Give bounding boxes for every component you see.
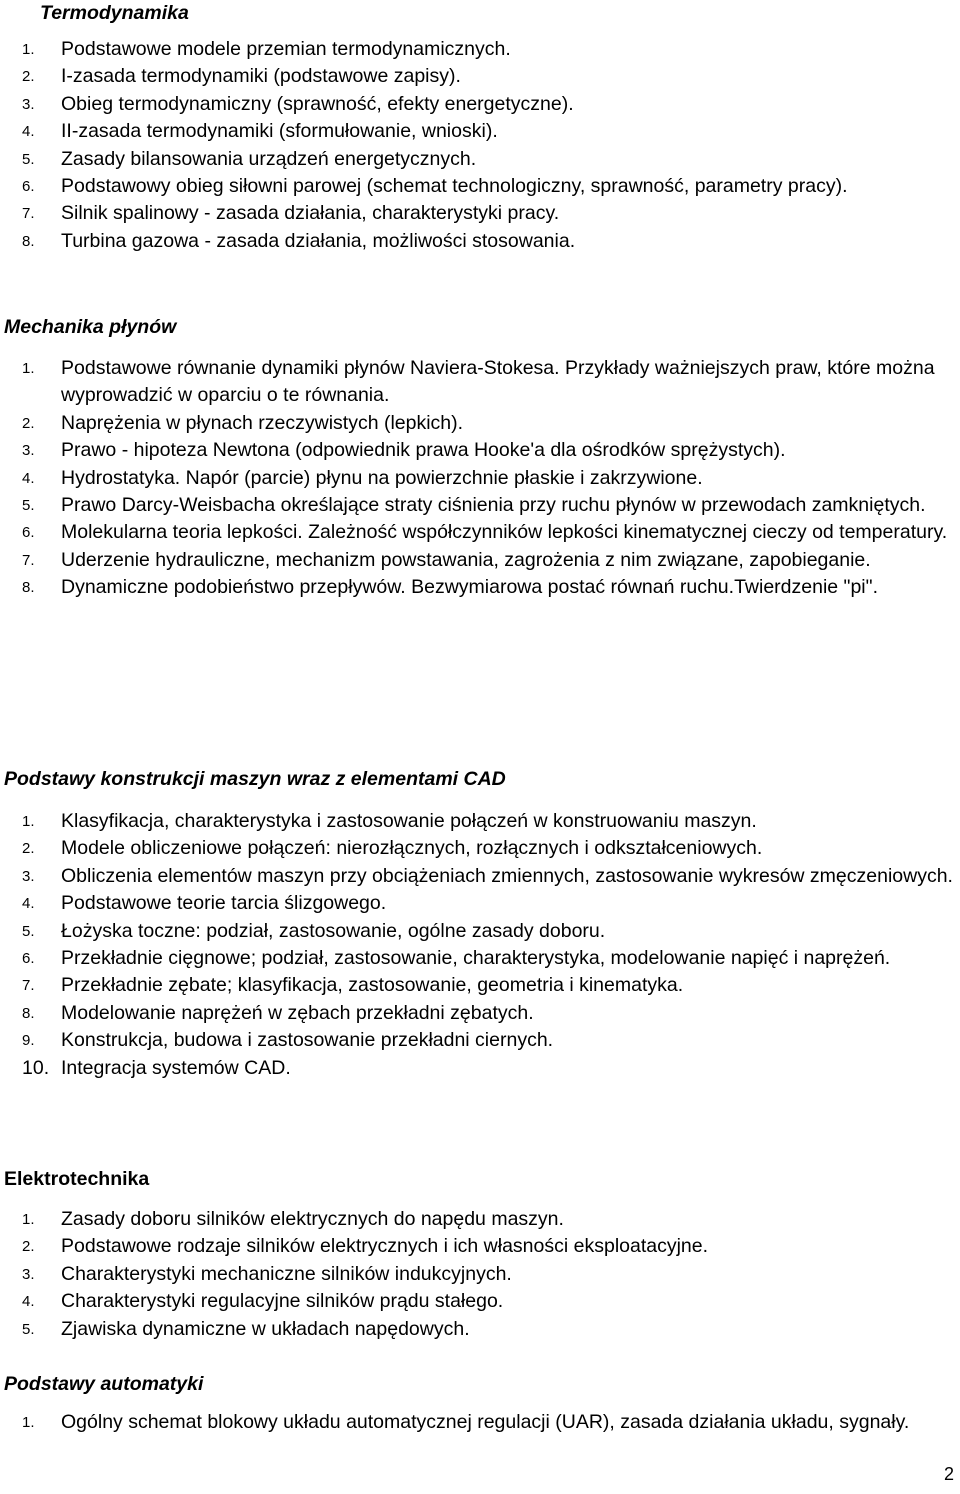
item-text: Turbina gazowa - zasada działania, możliwości stosowania. — [61, 229, 576, 252]
item-number: 4. — [22, 469, 35, 487]
list-item — [0, 1206, 960, 1233]
item-text: Obliczenia elementów maszyn przy obciążeniach zmiennych, zastosowanie wykresów zmęczeniowych. — [61, 864, 953, 887]
item-text: Modele obliczeniowe połączeń: nierozłącznych, rozłącznych i odkształceniowych. — [61, 837, 763, 860]
list-item — [0, 863, 960, 890]
item-number: 6. — [22, 178, 35, 196]
item-number: 1. — [22, 1211, 35, 1228]
page-number: 2 — [943, 1464, 954, 1484]
section-heading: Termodynamika — [40, 2, 189, 24]
list-item — [0, 63, 960, 90]
list-item — [0, 465, 960, 492]
item-number: 10. — [22, 1056, 50, 1079]
section-mechanika-plynow — [0, 314, 960, 602]
item-number: 8. — [22, 1004, 35, 1022]
item-number: 6. — [22, 524, 35, 542]
item-text: Zasady doboru silników elektrycznych do napędu maszyn. — [61, 1208, 564, 1230]
item-text: Prawo Darcy-Weisbacha określające straty ciśnienia przy ruchu płynów w przewodach zamkniętych. — [61, 494, 926, 517]
section-elektrotechnika — [0, 1166, 960, 1343]
topic-list — [0, 36, 960, 255]
item-text: Konstrukcja, budowa i zastosowanie przekładni ciernych. — [61, 1029, 554, 1052]
item-number: 3. — [22, 1265, 35, 1283]
item-number: 2. — [22, 68, 35, 86]
section-heading: Mechanika płynów — [4, 316, 177, 338]
list-item — [0, 355, 960, 410]
topic-list — [0, 355, 960, 602]
item-number: 8. — [22, 579, 35, 597]
section-heading: Podstawy konstrukcji maszyn wraz z elementami CAD — [4, 768, 506, 790]
item-text: Prawo - hipoteza Newtona (odpowiednik prawa Hooke'a dla ośrodków sprężystych). — [61, 439, 786, 462]
topic-list — [0, 1409, 960, 1436]
section-podstawy-automatyki — [0, 1371, 960, 1436]
item-number: 3. — [22, 442, 35, 460]
item-number: 2. — [22, 1238, 35, 1256]
list-item — [0, 547, 960, 574]
item-number: 8. — [22, 232, 35, 250]
item-text: Zasady bilansowania urządzeń energetycznych. — [61, 147, 477, 170]
item-text: Klasyfikacja, charakterystyka i zastosowanie połączeń w konstruowaniu maszyn. — [61, 810, 757, 832]
topic-list — [0, 1206, 960, 1343]
item-number: 4. — [22, 123, 35, 141]
list-item — [0, 945, 960, 972]
item-number: 7. — [22, 551, 35, 569]
list-item — [0, 200, 960, 227]
item-text: Podstawowe teorie tarcia ślizgowego. — [61, 892, 387, 915]
list-item — [0, 1261, 960, 1288]
item-text: Podstawowe równanie dynamiki płynów Naviera-Stokesa. Przykłady ważniejszych praw, które można wyprowadzić w oparciu o te równania. — [61, 357, 935, 407]
item-number: 5. — [22, 150, 35, 168]
list-item — [0, 91, 960, 118]
list-item — [0, 835, 960, 862]
list-item — [0, 1316, 960, 1343]
item-number: 1. — [22, 813, 35, 830]
item-text: Podstawowe modele przemian termodynamicznych. — [61, 38, 511, 60]
list-item — [0, 173, 960, 200]
list-item — [0, 146, 960, 173]
list-item — [0, 574, 960, 601]
item-text: Charakterystyki regulacyjne silników prądu stałego. — [61, 1290, 504, 1313]
item-number: 2. — [22, 414, 35, 432]
item-text: I-zasada termodynamiki (podstawowe zapisy). — [61, 65, 461, 88]
item-number: 5. — [22, 922, 35, 940]
list-item — [0, 1000, 960, 1027]
item-text: Modelowanie naprężeń w zębach przekładni zębatych. — [61, 1001, 534, 1024]
item-number: 4. — [22, 1293, 35, 1311]
item-number: 7. — [22, 205, 35, 223]
item-text: Przekładnie cięgnowe; podział, zastosowanie, charakterystyka, modelowanie napięć i naprężeń. — [61, 947, 891, 970]
section-podstawy-konstrukcji-maszyn — [0, 766, 960, 1082]
item-text: Uderzenie hydrauliczne, mechanizm powstawania, zagrożenia z nim związane, zapobieganie. — [61, 548, 871, 571]
item-number: 2. — [22, 840, 35, 858]
list-item — [0, 1288, 960, 1315]
topic-list — [0, 808, 960, 1082]
item-text: II-zasada termodynamiki (sformułowanie, wnioski). — [61, 120, 498, 143]
item-text: Ogólny schemat blokowy układu automatycznej regulacji (UAR), zasada działania układu, sygnały. — [61, 1411, 910, 1433]
item-text: Zjawiska dynamiczne w układach napędowych. — [61, 1317, 470, 1340]
item-text: Molekularna teoria lepkości. Zależność współczynników lepkości kinematycznej cieczy od temperatury. — [61, 521, 948, 544]
list-item — [0, 1233, 960, 1260]
item-text: Hydrostatyka. Napór (parcie) płynu na powierzchnie płaskie i zakrzywione. — [61, 466, 703, 489]
item-text: Łożyska toczne: podział, zastosowanie, ogólne zasady doboru. — [61, 919, 606, 942]
item-number: 5. — [22, 497, 35, 515]
list-item — [0, 492, 960, 519]
item-number: 7. — [22, 977, 35, 995]
section-heading: Podstawy automatyki — [4, 1373, 204, 1395]
list-item — [0, 972, 960, 999]
item-text: Silnik spalinowy - zasada działania, charakterystyki pracy. — [61, 202, 560, 225]
item-number: 3. — [22, 867, 35, 885]
item-text: Naprężenia w płynach rzeczywistych (lepkich). — [61, 411, 464, 434]
list-item — [0, 228, 960, 255]
item-number: 1. — [22, 360, 35, 377]
list-item — [0, 808, 960, 835]
item-number: 3. — [22, 95, 35, 113]
item-text: Charakterystyki mechaniczne silników indukcyjnych. — [61, 1262, 512, 1285]
item-text: Podstawowe rodzaje silników elektrycznych i ich własności eksploatacyjne. — [61, 1235, 709, 1258]
list-item — [0, 410, 960, 437]
item-text: Podstawowy obieg siłowni parowej (schemat technologiczny, sprawność, parametry pracy). — [61, 175, 848, 198]
list-item — [0, 1409, 960, 1436]
section-termodynamika — [0, 0, 960, 255]
item-text: Przekładnie zębate; klasyfikacja, zastosowanie, geometria i kinematyka. — [61, 974, 684, 997]
item-number: 9. — [22, 1032, 35, 1050]
list-item — [0, 36, 960, 63]
list-item — [0, 890, 960, 917]
item-number: 1. — [22, 41, 35, 58]
list-item — [0, 437, 960, 464]
section-heading: Elektrotechnika — [4, 1168, 150, 1190]
item-text: Obieg termodynamiczny (sprawność, efekty energetyczne). — [61, 92, 574, 115]
list-item — [0, 1027, 960, 1054]
item-number: 1. — [22, 1414, 35, 1431]
item-number: 5. — [22, 1320, 35, 1338]
list-item — [0, 918, 960, 945]
list-item — [0, 519, 960, 546]
list-item — [0, 118, 960, 145]
item-number: 4. — [22, 895, 35, 913]
list-item — [0, 1055, 960, 1082]
item-number: 6. — [22, 950, 35, 968]
item-text: Dynamiczne podobieństwo przepływów. Bezwymiarowa postać równań ruchu.Twierdzenie "pi". — [61, 576, 878, 599]
item-text: Integracja systemów CAD. — [61, 1056, 291, 1079]
